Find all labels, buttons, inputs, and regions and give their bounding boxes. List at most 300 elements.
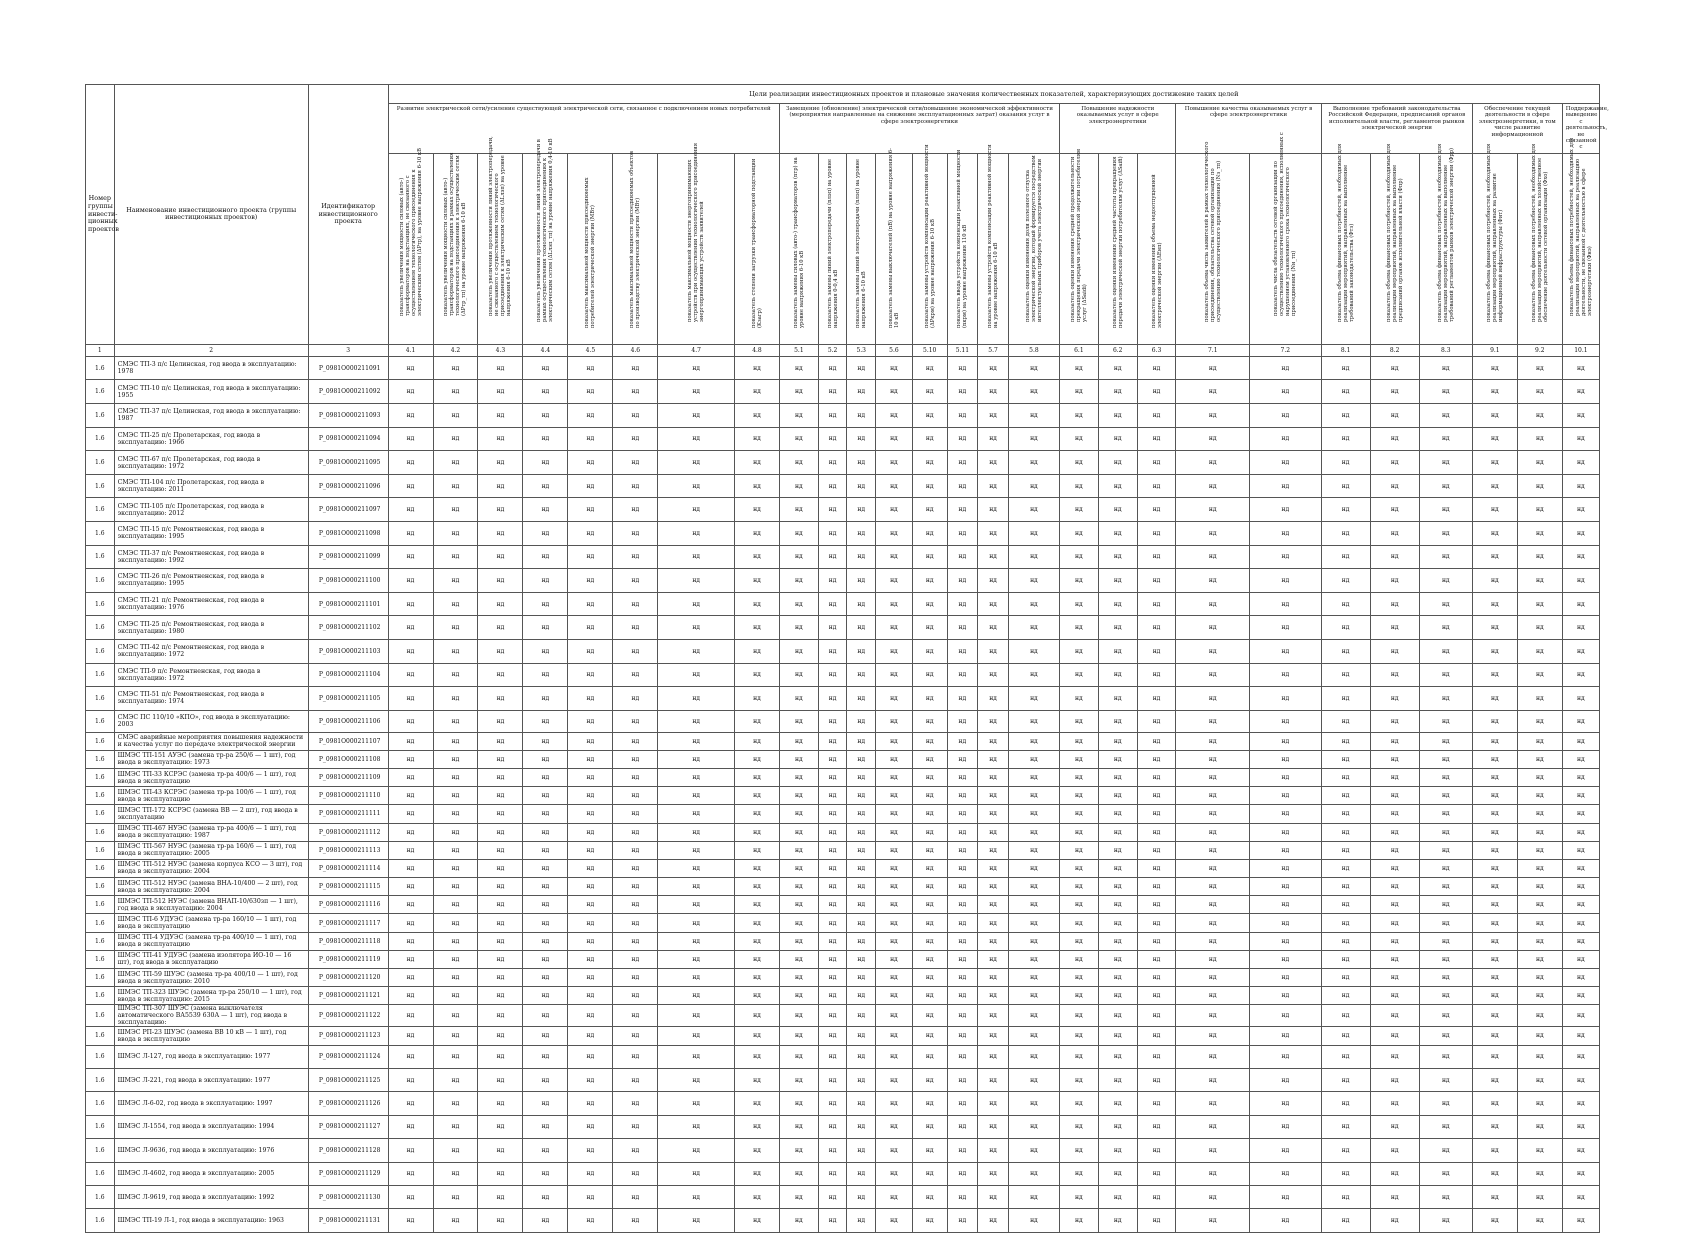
indicator-value-cell: нд — [1321, 932, 1370, 950]
indicator-value-cell: нд — [847, 969, 876, 987]
indicator-value-cell: нд — [818, 896, 847, 914]
indicator-value-cell: нд — [735, 710, 780, 732]
indicator-value-cell: нд — [613, 474, 658, 498]
indicator-value-cell: нд — [1250, 1005, 1322, 1027]
indicator-code: 8.1 — [1321, 344, 1370, 356]
table-row — [86, 1139, 1600, 1162]
indicator-value-cell: нд — [523, 474, 568, 498]
indicator-value-cell: нд — [818, 787, 847, 805]
indicator-value-cell: нд — [1137, 896, 1176, 914]
indicator-value-cell: нд — [1098, 1068, 1137, 1091]
indicator-value-cell: нд — [613, 932, 658, 950]
group-number-cell: 1.6 — [86, 545, 115, 569]
indicator-value-cell: нд — [1562, 859, 1599, 877]
indicator-value-cell: нд — [912, 663, 947, 687]
indicator-value-cell: нд — [735, 1068, 780, 1091]
indicator-value-cell: нд — [568, 380, 613, 404]
indicator-value-cell: нд — [1472, 498, 1517, 522]
indicator-value-cell: нд — [818, 616, 847, 640]
indicator-value-cell: нд — [1059, 896, 1098, 914]
indicator-value-cell: нд — [876, 896, 913, 914]
indicator-value-cell: нд — [1008, 451, 1059, 475]
indicator-value-cell: нд — [779, 1162, 818, 1185]
indicator-value-cell: нд — [568, 841, 613, 859]
indicator-value-cell: нд — [1176, 545, 1250, 569]
indicator-value-cell: нд — [978, 1209, 1009, 1232]
indicator-value-cell: нд — [1008, 878, 1059, 896]
indicator-value-cell: нд — [947, 616, 978, 640]
indicator-value-cell: нд — [978, 498, 1009, 522]
indicator-value-cell: нд — [523, 451, 568, 475]
indicator-value-cell: нд — [818, 569, 847, 593]
indicator-value-cell: нд — [978, 859, 1009, 877]
indicator-value-cell: нд — [1250, 750, 1322, 768]
indicator-value-cell: нд — [478, 451, 523, 475]
indicator-value-cell: нд — [1176, 787, 1250, 805]
indicator-value-cell: нд — [613, 805, 658, 823]
indicator-value-cell: нд — [478, 1068, 523, 1091]
indicator-code: 5.3 — [847, 344, 876, 356]
indicator-value-cell: нд — [1321, 451, 1370, 475]
indicator-value-cell: нд — [523, 932, 568, 950]
indicator-value-cell: нд — [1176, 427, 1250, 451]
indicator-value-cell: нд — [388, 498, 433, 522]
indicator-value-cell: нд — [978, 710, 1009, 732]
indicator-value-cell: нд — [523, 1185, 568, 1208]
indicator-value-cell: нд — [1370, 914, 1419, 932]
indicator-value-cell: нд — [1059, 592, 1098, 616]
indicator-value-cell: нд — [1517, 356, 1562, 380]
project-id-cell: P_0981O000211093 — [308, 404, 388, 428]
indicator-value-cell: нд — [876, 1005, 913, 1027]
indicator-value-cell: нд — [947, 451, 978, 475]
indicator-value-cell: нд — [1419, 1005, 1472, 1027]
indicator-value-cell: нд — [1517, 1005, 1562, 1027]
indicator-value-cell: нд — [1472, 987, 1517, 1005]
indicator-value-cell: нд — [818, 1209, 847, 1232]
indicator-value-cell: нд — [818, 950, 847, 968]
project-name-cell: ШМЭС ТП-467 НУЭС (замена тр-ра 400/6 — 1 шт), год ввода в эксплуатацию: 1987 — [114, 823, 308, 841]
project-id-cell: P_0981O000211106 — [308, 710, 388, 732]
indicator-value-cell: нд — [1059, 474, 1098, 498]
indicator-value-cell: нд — [1059, 878, 1098, 896]
indicator-value-cell: нд — [912, 1139, 947, 1162]
indicator-value-cell: нд — [1098, 914, 1137, 932]
indicator-value-cell: нд — [1176, 663, 1250, 687]
indicator-value-cell: нд — [818, 823, 847, 841]
indicator-value-cell: нд — [1098, 356, 1137, 380]
indicator-value-cell: нд — [1370, 380, 1419, 404]
indicator-value-cell: нд — [1137, 1209, 1176, 1232]
table-row — [86, 592, 1600, 616]
table-row — [86, 805, 1600, 823]
indicator-value-cell: нд — [1562, 427, 1599, 451]
indicator-value-cell: нд — [433, 1045, 478, 1068]
indicator-value-cell: нд — [478, 768, 523, 786]
indicator-value-cell: нд — [876, 1162, 913, 1185]
project-name-cell: ШМЭС ТП-151 АУЭС (замена тр-ра 250/6 — 1 шт), год ввода в эксплуатацию: 1973 — [114, 750, 308, 768]
indicator-value-cell: нд — [1321, 841, 1370, 859]
indicator-header-4.7 — [658, 142, 735, 344]
indicator-value-cell: нд — [1137, 1092, 1176, 1115]
indicator-value-cell: нд — [433, 1209, 478, 1232]
indicator-value-cell: нд — [847, 569, 876, 593]
indicator-value-cell: нд — [1008, 969, 1059, 987]
indicator-code: 4.5 — [568, 344, 613, 356]
indicator-value-cell: нд — [947, 732, 978, 750]
indicator-value-cell: нд — [658, 787, 735, 805]
indicator-value-cell: нд — [847, 841, 876, 859]
indicator-value-cell: нд — [912, 522, 947, 546]
indicator-value-cell: нд — [847, 805, 876, 823]
indicator-value-cell: нд — [912, 380, 947, 404]
indicator-value-cell: нд — [1321, 878, 1370, 896]
indicator-value-cell: нд — [818, 356, 847, 380]
project-id-cell: P_0981O000211131 — [308, 1209, 388, 1232]
indicator-value-cell: нд — [912, 1162, 947, 1185]
indicator-value-cell: нд — [388, 474, 433, 498]
indicator-value-cell: нд — [1137, 522, 1176, 546]
table-row — [86, 969, 1600, 987]
indicator-value-cell: нд — [876, 987, 913, 1005]
indicator-value-cell: нд — [1098, 710, 1137, 732]
indicator-value-cell: нд — [568, 732, 613, 750]
indicator-value-cell: нд — [1419, 710, 1472, 732]
indicator-value-cell: нд — [735, 1115, 780, 1138]
indicator-value-cell: нд — [658, 1092, 735, 1115]
indicator-value-cell: нд — [779, 1068, 818, 1091]
indicator-value-cell: нд — [1472, 1068, 1517, 1091]
indicator-header-8.2 — [1370, 143, 1419, 344]
indicator-value-cell: нд — [847, 878, 876, 896]
indicator-value-cell: нд — [735, 987, 780, 1005]
project-name-cell: ШМЭС ТП-567 НУЭС (замена тр-ра 160/6 — 1 шт), год ввода в эксплуатацию: 2005 — [114, 841, 308, 859]
indicator-value-cell: нд — [568, 427, 613, 451]
project-name-cell: СМЭС ТП-37 п/с Ремонтненская, год ввода в эксплуатацию: 1992 — [114, 545, 308, 569]
indicator-value-cell: нд — [978, 356, 1009, 380]
indicator-value-cell: нд — [1321, 823, 1370, 841]
indicator-value-cell: нд — [658, 687, 735, 711]
indicator-value-cell: нд — [876, 356, 913, 380]
indicator-label: показатель максимальной мощности энергопринимающих устройств при осуществлении технологического присоединения энергопринимающих устройств заявителей — [687, 142, 706, 322]
indicator-value-cell: нд — [1321, 987, 1370, 1005]
indicator-value-cell: нд — [1250, 1162, 1322, 1185]
indicator-value-cell: нд — [1562, 1005, 1599, 1027]
indicator-value-cell: нд — [478, 878, 523, 896]
indicator-value-cell: нд — [1059, 768, 1098, 786]
indicator-value-cell: нд — [1419, 859, 1472, 877]
group-number-cell: 1.6 — [86, 663, 115, 687]
indicator-value-cell: нд — [1059, 1139, 1098, 1162]
indicator-value-cell: нд — [658, 1139, 735, 1162]
project-id-cell: P_0981O000211123 — [308, 1027, 388, 1045]
indicator-value-cell: нд — [779, 687, 818, 711]
indicator-value-cell: нд — [1419, 878, 1472, 896]
indicator-value-cell: нд — [1059, 356, 1098, 380]
project-id-cell: P_0981O000211092 — [308, 380, 388, 404]
indicator-value-cell: нд — [388, 896, 433, 914]
indicator-value-cell: нд — [1250, 987, 1322, 1005]
indicator-value-cell: нд — [779, 969, 818, 987]
indicator-value-cell: нд — [478, 1209, 523, 1232]
group-number-cell: 1.6 — [86, 823, 115, 841]
indicator-label: показатель числа обязательств сетевой организации по осуществлению технологического присоединения, исполненных с нарушением установленного срока технологического присоединения (Nн_тп) — [1273, 132, 1298, 316]
indicator-value-cell: нд — [1370, 498, 1419, 522]
indicator-value-cell: нд — [388, 545, 433, 569]
section-replacement: Замещение (обновление) электрической сети/повышение экономической эффективности (мероприятия направленные на снижение эксплуатационных затрат) оказания услуг в сфере электроэнергетики — [779, 104, 1059, 154]
indicator-value-cell: нд — [613, 687, 658, 711]
indicator-value-cell: нд — [1137, 1005, 1176, 1027]
indicator-value-cell: нд — [1176, 805, 1250, 823]
indicator-value-cell: нд — [818, 1027, 847, 1045]
project-name-cell: ШМЭС ТП-512 НУЭС (замена ВНАП-10/630зп — 1 шт), год ввода в эксплуатацию: 2004 — [114, 896, 308, 914]
indicator-value-cell: нд — [1059, 1092, 1098, 1115]
indicator-value-cell: нд — [1562, 380, 1599, 404]
indicator-value-cell: нд — [947, 356, 978, 380]
project-id-cell: P_0981O000211105 — [308, 687, 388, 711]
project-name-cell: ШМЭС Л-127, год ввода в эксплуатацию: 1977 — [114, 1045, 308, 1068]
indicator-value-cell: нд — [433, 750, 478, 768]
indicator-value-cell: нд — [912, 474, 947, 498]
indicator-value-cell: нд — [478, 569, 523, 593]
group-number-cell: 1.6 — [86, 841, 115, 859]
indicator-value-cell: нд — [818, 1185, 847, 1208]
indicator-value-cell: нд — [1472, 380, 1517, 404]
indicator-value-cell: нд — [1059, 841, 1098, 859]
indicator-value-cell: нд — [1562, 987, 1599, 1005]
project-id-cell: P_0981O000211119 — [308, 950, 388, 968]
project-name-cell: СМЭС ТП-3 п/с Целинская, год ввода в эксплуатацию: 1978 — [114, 356, 308, 380]
indicator-code: 5.6 — [876, 344, 913, 356]
indicator-value-cell: нд — [388, 1068, 433, 1091]
indicator-value-cell: нд — [1250, 1139, 1322, 1162]
indicator-value-cell: нд — [613, 1092, 658, 1115]
indicator-value-cell: нд — [1176, 987, 1250, 1005]
indicator-value-cell: нд — [1137, 859, 1176, 877]
indicator-value-cell: нд — [1562, 1068, 1599, 1091]
indicator-value-cell: нд — [1098, 1185, 1137, 1208]
indicator-code: 6.3 — [1137, 344, 1176, 356]
indicator-value-cell: нд — [978, 987, 1009, 1005]
indicator-value-cell: нд — [847, 1209, 876, 1232]
indicator-value-cell: нд — [912, 1027, 947, 1045]
indicator-value-cell: нд — [1176, 710, 1250, 732]
indicator-value-cell: нд — [658, 841, 735, 859]
indicator-value-cell: нд — [568, 987, 613, 1005]
indicator-value-cell: нд — [523, 545, 568, 569]
indicator-value-cell: нд — [735, 569, 780, 593]
indicator-value-cell: нд — [478, 732, 523, 750]
indicator-value-cell: нд — [613, 1068, 658, 1091]
indicator-value-cell: нд — [478, 950, 523, 968]
indicator-value-cell: нд — [876, 841, 913, 859]
indicator-value-cell: нд — [1321, 1139, 1370, 1162]
indicator-value-cell: нд — [912, 841, 947, 859]
indicator-value-cell: нд — [876, 950, 913, 968]
indicator-value-cell: нд — [568, 914, 613, 932]
indicator-value-cell: нд — [613, 750, 658, 768]
indicator-value-cell: нд — [1137, 1139, 1176, 1162]
indicator-value-cell: нд — [433, 1185, 478, 1208]
indicator-value-cell: нд — [779, 878, 818, 896]
indicator-value-cell: нд — [1419, 687, 1472, 711]
indicator-value-cell: нд — [1059, 987, 1098, 1005]
indicator-value-cell: нд — [1059, 404, 1098, 428]
indicator-value-cell: нд — [1321, 569, 1370, 593]
indicator-label: показатель увеличения протяженности линий электропередачи в рамках осуществления технологического присоединения к электрическим сетям (ΔLлэп_тп) на уровне напряжения 0,4-10 кВ — [536, 138, 555, 322]
indicator-value-cell: нд — [388, 710, 433, 732]
indicator-value-cell: нд — [1517, 950, 1562, 968]
indicator-value-cell: нд — [478, 616, 523, 640]
indicator-value-cell: нд — [1250, 522, 1322, 546]
indicator-value-cell: нд — [568, 1045, 613, 1068]
indicator-value-cell: нд — [1370, 616, 1419, 640]
indicator-value-cell: нд — [568, 616, 613, 640]
indicator-value-cell: нд — [1419, 787, 1472, 805]
indicator-value-cell: нд — [912, 859, 947, 877]
indicator-value-cell: нд — [1137, 427, 1176, 451]
indicator-value-cell: нд — [876, 451, 913, 475]
indicator-value-cell: нд — [388, 823, 433, 841]
indicator-value-cell: нд — [613, 1185, 658, 1208]
indicator-value-cell: нд — [523, 663, 568, 687]
indicator-value-cell: нд — [523, 427, 568, 451]
indicator-value-cell: нд — [978, 732, 1009, 750]
indicator-value-cell: нд — [847, 451, 876, 475]
indicator-value-cell: нд — [978, 1139, 1009, 1162]
indicator-value-cell: нд — [876, 1045, 913, 1068]
indicator-value-cell: нд — [1176, 1162, 1250, 1185]
indicator-value-cell: нд — [947, 1209, 978, 1232]
indicator-value-cell: нд — [568, 969, 613, 987]
group-number-cell: 1.6 — [86, 1115, 115, 1138]
indicator-value-cell: нд — [478, 498, 523, 522]
indicator-value-cell: нд — [818, 932, 847, 950]
indicator-label: показатель увеличения мощности силовых (авто-) трансформаторов на подстанциях в рамках осуществления технологического присоединения к электрическим сетям (ΔPтр_тп) на уровне напряжения 6-10 кВ — [443, 152, 468, 316]
indicator-code: 5.1 — [779, 344, 818, 356]
indicator-value-cell: нд — [1517, 710, 1562, 732]
indicator-value-cell: нд — [388, 805, 433, 823]
indicator-value-cell: нд — [388, 969, 433, 987]
indicator-value-cell: нд — [1098, 969, 1137, 987]
indicator-value-cell: нд — [1472, 663, 1517, 687]
indicator-value-cell: нд — [388, 841, 433, 859]
indicator-code: 5.2 — [818, 344, 847, 356]
indicator-value-cell: нд — [1472, 841, 1517, 859]
project-id-cell: P_0981O000211094 — [308, 427, 388, 451]
indicator-value-cell: нд — [847, 896, 876, 914]
indicator-value-cell: нд — [1370, 639, 1419, 663]
indicator-value-cell: нд — [478, 896, 523, 914]
indicator-value-cell: нд — [568, 1027, 613, 1045]
table-row — [86, 498, 1600, 522]
indicator-value-cell: нд — [1098, 380, 1137, 404]
indicator-value-cell: нд — [613, 1027, 658, 1045]
indicator-value-cell: нд — [912, 823, 947, 841]
indicator-label: показатель замены линий электропередачи (nлэп) на уровне напряжения 6-10 кВ — [855, 158, 868, 328]
indicator-value-cell: нд — [388, 878, 433, 896]
indicator-header-5.6 — [876, 148, 913, 344]
project-id-cell: P_0981O000211098 — [308, 522, 388, 546]
indicator-value-cell: нд — [1472, 1209, 1517, 1232]
indicator-value-cell: нд — [779, 768, 818, 786]
indicator-value-cell: нд — [523, 969, 568, 987]
table-row — [86, 950, 1600, 968]
indicator-value-cell: нд — [1098, 1027, 1137, 1045]
indicator-value-cell: нд — [1137, 841, 1176, 859]
project-id-cell: P_0981O000211126 — [308, 1092, 388, 1115]
indicator-value-cell: нд — [433, 950, 478, 968]
indicator-value-cell: нд — [1008, 1185, 1059, 1208]
indicator-value-cell: нд — [568, 1209, 613, 1232]
indicator-value-cell: нд — [735, 1005, 780, 1027]
indicator-value-cell: нд — [1059, 950, 1098, 968]
indicator-value-cell: нд — [1321, 1045, 1370, 1068]
indicator-value-cell: нд — [1008, 1068, 1059, 1091]
indicator-value-cell: нд — [658, 1045, 735, 1068]
table-row — [86, 1068, 1600, 1091]
indicator-value-cell: нд — [779, 592, 818, 616]
group-number-cell: 1.6 — [86, 451, 115, 475]
indicator-value-cell: нд — [978, 750, 1009, 768]
indicator-value-cell: нд — [978, 1045, 1009, 1068]
project-id-cell: P_0981O000211125 — [308, 1068, 388, 1091]
project-id-cell: P_0981O000211113 — [308, 841, 388, 859]
indicator-value-cell: нд — [1321, 969, 1370, 987]
table-row — [86, 896, 1600, 914]
indicator-value-cell: нд — [1370, 687, 1419, 711]
project-name-cell: ШМЭС ТП-512 НУЭС (замена корпуса КСО — 3 шт), год ввода в эксплуатацию: 2004 — [114, 859, 308, 877]
indicator-value-cell: нд — [1250, 545, 1322, 569]
indicator-value-cell: нд — [478, 859, 523, 877]
indicator-value-cell: нд — [978, 805, 1009, 823]
indicator-value-cell: нд — [978, 787, 1009, 805]
indicator-header-5.7 — [978, 144, 1009, 344]
indicator-value-cell: нд — [1059, 498, 1098, 522]
indicator-value-cell: нд — [1250, 592, 1322, 616]
indicator-value-cell: нд — [388, 750, 433, 768]
indicator-value-cell: нд — [1250, 969, 1322, 987]
indicator-value-cell: нд — [478, 404, 523, 428]
group-number-cell: 1.6 — [86, 639, 115, 663]
indicator-value-cell: нд — [1321, 896, 1370, 914]
project-name-cell: ШМЭС ТП-4 УДУЭС (замена тр-ра 400/10 — 1 шт), год ввода в эксплуатацию — [114, 932, 308, 950]
indicator-code: 10.1 — [1562, 344, 1599, 356]
indicator-value-cell: нд — [1562, 1027, 1599, 1045]
indicator-value-cell: нд — [433, 569, 478, 593]
indicator-value-cell: нд — [1472, 1139, 1517, 1162]
indicator-value-cell: нд — [735, 969, 780, 987]
table-row — [86, 914, 1600, 932]
colnum-2: 2 — [114, 344, 308, 356]
indicator-value-cell: нд — [1321, 687, 1370, 711]
indicator-value-cell: нд — [1059, 451, 1098, 475]
indicator-value-cell: нд — [613, 732, 658, 750]
indicator-value-cell: нд — [388, 569, 433, 593]
indicator-value-cell: нд — [1562, 969, 1599, 987]
indicator-value-cell: нд — [1562, 1139, 1599, 1162]
indicator-value-cell: нд — [568, 787, 613, 805]
indicator-value-cell: нд — [779, 805, 818, 823]
indicator-value-cell: нд — [1472, 768, 1517, 786]
indicator-value-cell: нд — [1419, 616, 1472, 640]
indicator-value-cell: нд — [978, 545, 1009, 569]
indicator-value-cell: нд — [978, 896, 1009, 914]
table-row — [86, 569, 1600, 593]
project-rows — [86, 356, 1600, 1232]
indicator-value-cell: нд — [478, 356, 523, 380]
indicator-value-cell: нд — [1098, 1045, 1137, 1068]
